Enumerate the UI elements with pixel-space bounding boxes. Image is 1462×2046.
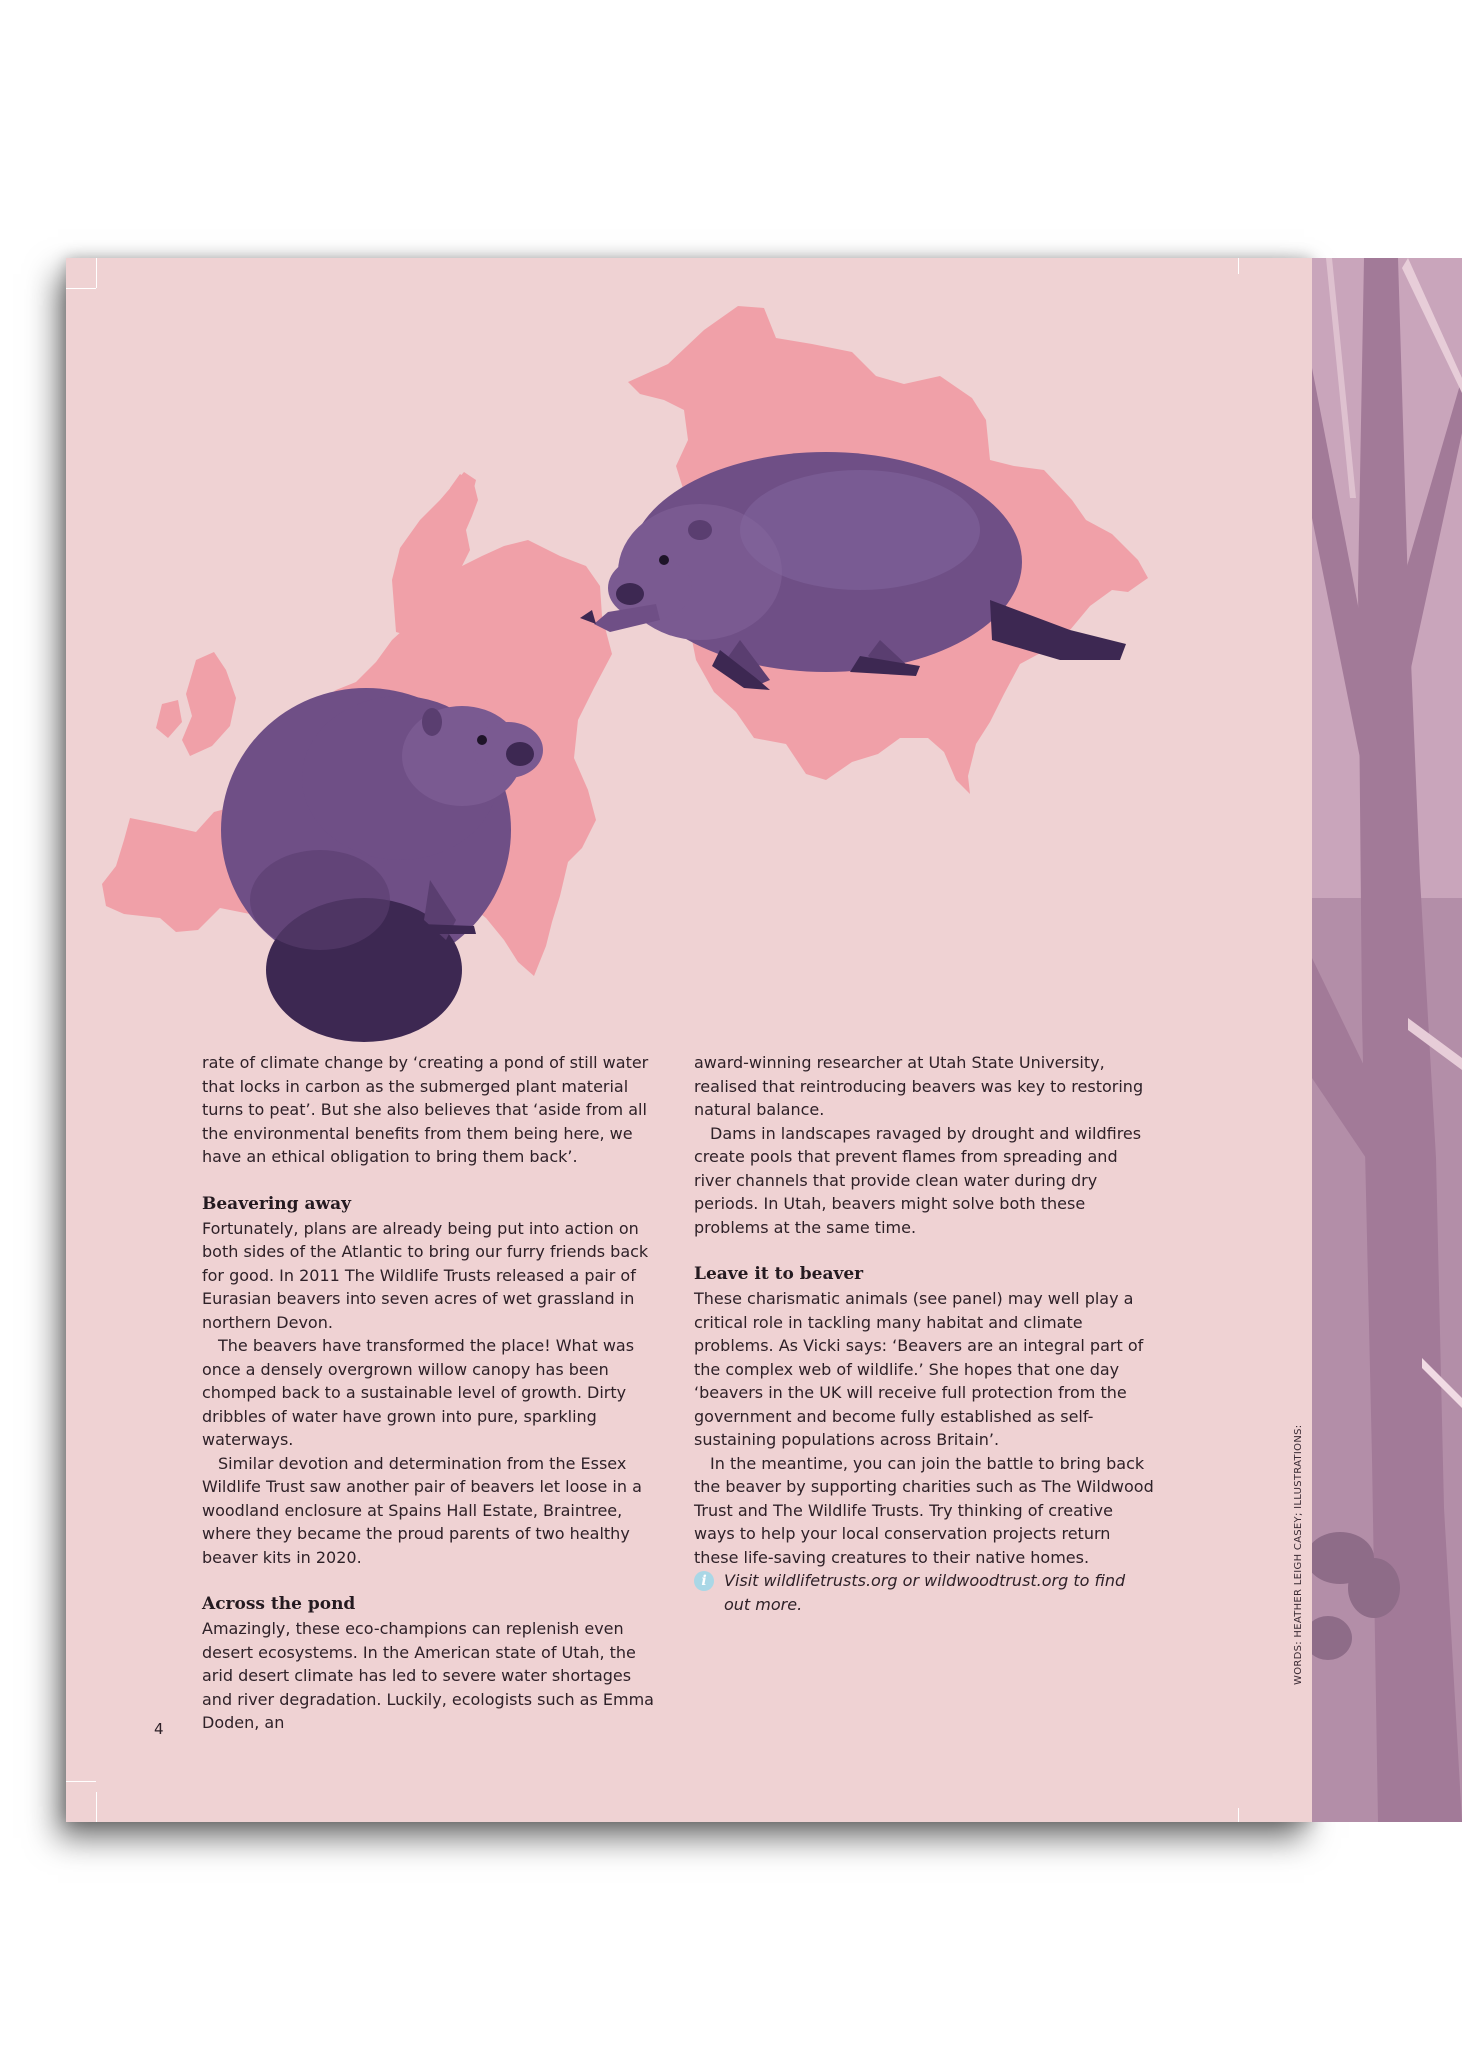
paragraph: rate of climate change by ‘creating a pond of still water that locks in carbon as the submerged plant material turns to peat’. But she also believes that ‘aside from all the environmental benefits from them being here, we have an ethical obligation to bring them back’. bbox=[202, 1053, 649, 1166]
paragraph: Similar devotion and determination from the Essex Wildlife Trust saw another pair of beavers let loose in a woodland enclosure at Spains Hall Estate, Braintree, where they became the proud parents of two healthy beaver kits in 2020. bbox=[202, 1453, 642, 1567]
page-number: 4 bbox=[154, 1720, 164, 1738]
info-note-text: Visit wildlifetrusts.org or wildwoodtrust.org to find out more. bbox=[724, 1571, 1126, 1614]
britain-map bbox=[182, 652, 236, 756]
section-heading-beavering-away: Beavering away bbox=[202, 1193, 352, 1214]
paragraph: The beavers have transformed the place! What was once a densely overgrown willow canopy has been chomped back to a sustainable level of growth. Dirty dribbles of water have grown into pure, sparkling waterways. bbox=[202, 1336, 635, 1449]
ireland-map bbox=[156, 700, 182, 738]
article-column-right bbox=[694, 1051, 1156, 1616]
paragraph: award-winning researcher at Utah State University, realised that reintroducing beavers was key to restoring natural balance. bbox=[694, 1053, 1144, 1119]
illustration-credit: WORDS: HEATHER LEIGH CASEY; ILLUSTRATIONS: bbox=[1293, 1424, 1304, 1685]
paragraph: In the meantime, you can join the battle to bring back the beaver by supporting charities such as The Wildwood Trust and The Wildlife Trusts. Try thinking of creative ways to help your local conservation projects return these life-saving creatures to their native homes. bbox=[694, 1453, 1154, 1567]
info-note bbox=[694, 1569, 1156, 1616]
paragraph: Dams in landscapes ravaged by drought and wildfires create pools that prevent flames from spreading and river channels that provide clean water during dry periods. In Utah, beavers might solve both these problems at the same time. bbox=[694, 1123, 1142, 1237]
info-icon: i bbox=[694, 1571, 714, 1591]
article-column-left bbox=[202, 1051, 664, 1735]
section-heading-across-the-pond: Across the pond bbox=[202, 1594, 356, 1614]
paragraph: Fortunately, plans are already being put into action on both sides of the Atlantic to bring our furry friends back for good. In 2011 The Wildlife Trusts released a pair of Eurasian beavers into seven acres of wet grassland in northern Devon. bbox=[202, 1218, 649, 1332]
paragraph: These charismatic animals (see panel) may well play a critical role in tackling many habitat and climate problems. As Vicki says: ‘Beavers are an integral part of the complex web of wildlife.’ She hopes that one day ‘beavers in the UK will receive full protection from the government and become fully established as self-sustaining populations across Britain’. bbox=[694, 1289, 1144, 1449]
eurasian-beaver bbox=[221, 688, 543, 1042]
paragraph: Amazingly, these eco-champions can replenish even desert ecosystems. In the American state of Utah, the arid desert climate has led to severe water shortages and river degradation. Luckily, ecologists such as Emma Doden, an bbox=[202, 1619, 654, 1732]
section-heading-leave-it-to-beaver: Leave it to beaver bbox=[694, 1264, 864, 1284]
